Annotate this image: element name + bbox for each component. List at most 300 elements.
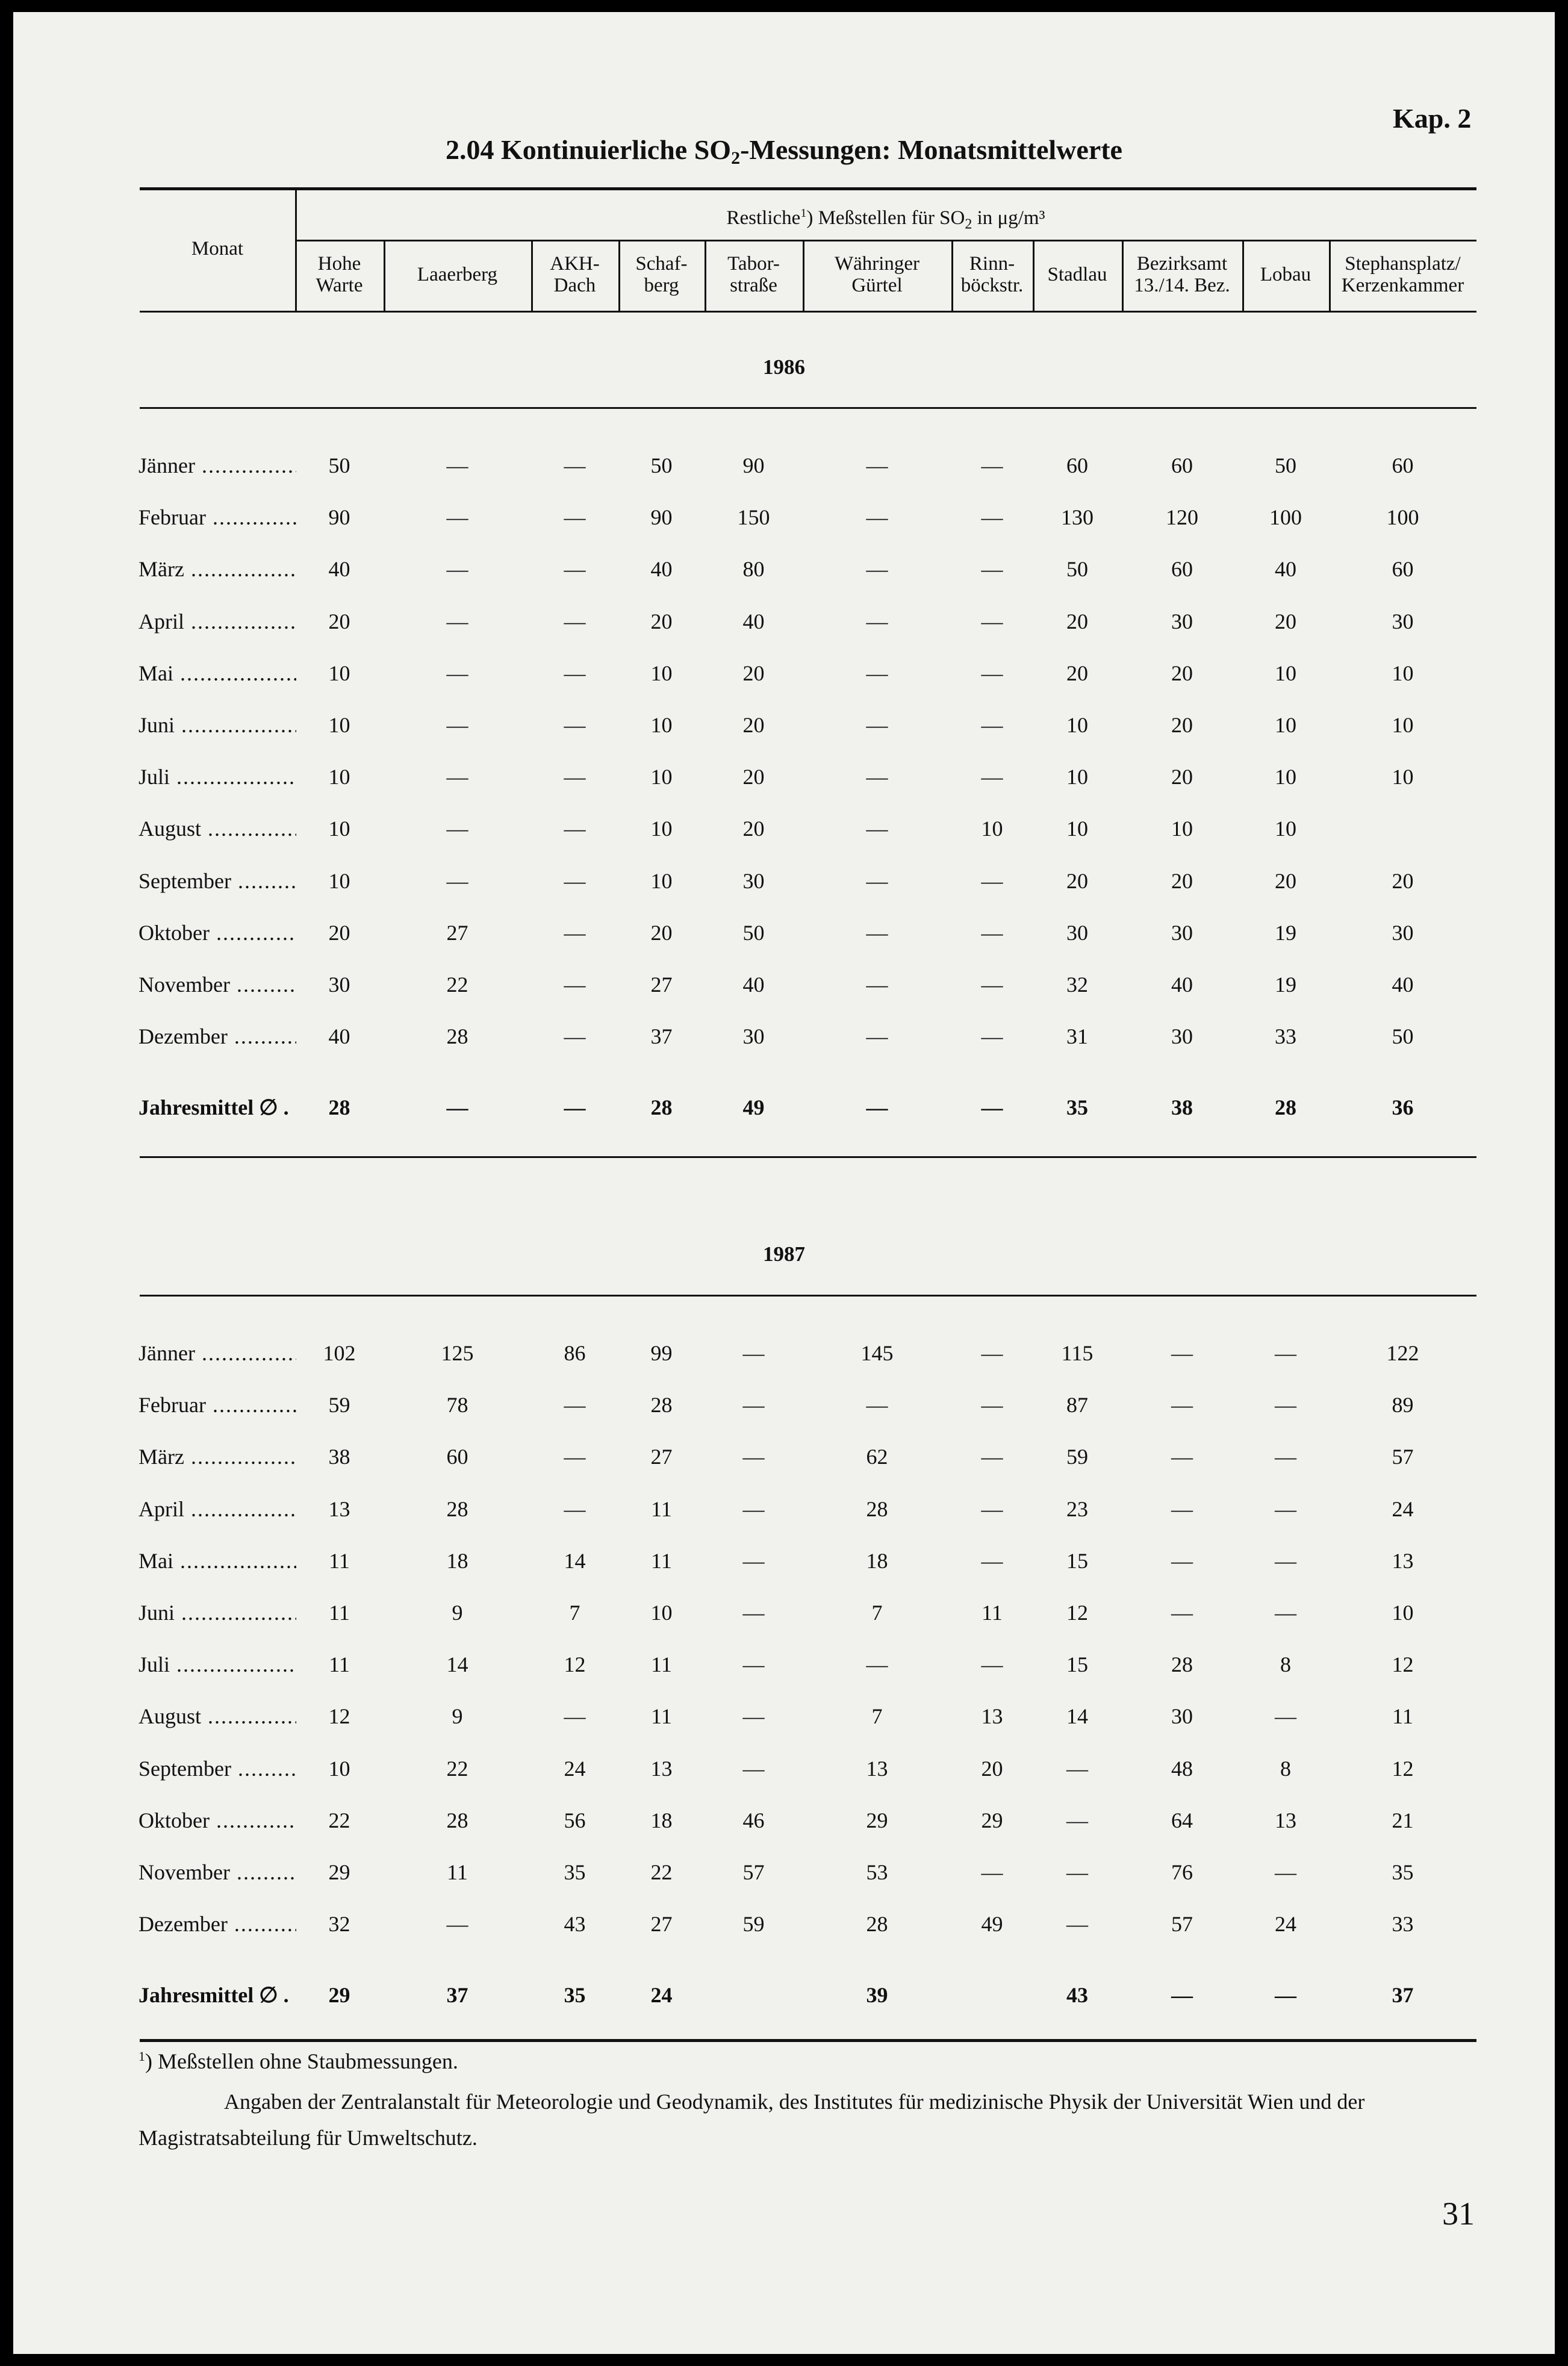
table-cell: 115 (1061, 1341, 1094, 1365)
group-header-text-c: in μg/m³ (972, 207, 1045, 229)
table-cell: 35 (1392, 1860, 1414, 1884)
month-label: September ..... (138, 1756, 296, 1781)
table-cell: 29 (866, 1808, 888, 1832)
table-cell: — (1171, 1341, 1193, 1365)
chapter-label: Kap. 2 (1393, 103, 1472, 134)
table-cell: 20 (742, 661, 765, 685)
table-cell: 60 (1392, 453, 1414, 478)
table-cell: 13 (1392, 1549, 1414, 1573)
table-cell: 28 (328, 1095, 350, 1119)
table-cell: — (564, 1445, 586, 1469)
table-cell: 10 (328, 765, 350, 789)
table-cell: — (446, 1095, 468, 1119)
table-row (0, 1911, 1568, 1935)
annual-mean-row (0, 1982, 1568, 2006)
table-cell: 23 (1066, 1497, 1088, 1521)
table-cell: — (866, 453, 888, 478)
table-cell: 40 (1275, 557, 1296, 581)
table-cell: 90 (650, 505, 673, 529)
table-cell: — (981, 1341, 1003, 1365)
table-cell: — (981, 557, 1003, 581)
source-note: Angaben der Zentralanstalt für Meteorologie und Geodynamik, des Institutes für medizinische Physik der Universität Wien und der Magistratsabteilung für Umweltschutz. (138, 2090, 1365, 2150)
table-row (0, 1600, 1568, 1624)
table-cell: — (981, 713, 1003, 737)
table-cell: 10 (328, 869, 350, 893)
table-cell: 13 (1275, 1808, 1296, 1832)
table-cell: 31 (1066, 1024, 1088, 1048)
table-cell: 30 (742, 1024, 765, 1048)
table-cell: 24 (650, 1983, 673, 2007)
table-cell: — (564, 1095, 586, 1119)
table-cell: 78 (446, 1393, 468, 1417)
header-bottom-rule (140, 311, 1476, 313)
table-row (0, 1444, 1568, 1468)
table-cell: — (742, 1445, 765, 1469)
table-cell: 10 (650, 713, 673, 737)
group-header-subscript: 2 (965, 216, 972, 232)
station-header (951, 253, 1033, 296)
table-cell: — (564, 921, 586, 945)
table-cell: 60 (446, 1445, 468, 1469)
table-cell: 10 (1066, 765, 1088, 789)
table-cell: 29 (328, 1983, 350, 2007)
table-cell: — (446, 765, 468, 789)
table-row (0, 505, 1568, 529)
table-cell: 87 (1066, 1393, 1088, 1417)
station-header (531, 253, 618, 296)
table-cell: 20 (1066, 869, 1088, 893)
table-cell: — (866, 921, 888, 945)
table-cell: 22 (328, 1808, 350, 1832)
table-cell: 130 (1061, 505, 1094, 529)
table-cell: 27 (650, 973, 673, 997)
year-heading: 1986 (763, 355, 805, 379)
table-cell: 37 (650, 1024, 673, 1048)
table-cell: — (981, 1393, 1003, 1417)
table-cell: — (866, 869, 888, 893)
table-cell: 20 (981, 1757, 1003, 1781)
table-cell: — (981, 1652, 1003, 1676)
table-cell: 14 (1066, 1704, 1088, 1728)
station-header-line: Stadlau (1047, 264, 1107, 285)
table-cell: 50 (1392, 1024, 1414, 1048)
table-cell: 24 (1392, 1497, 1414, 1521)
station-header (705, 253, 803, 296)
month-label: Juni ..... (138, 1600, 296, 1625)
table-cell: 122 (1386, 1341, 1419, 1365)
table-cell: — (446, 505, 468, 529)
table-cell: 11 (329, 1549, 350, 1573)
table-cell: 40 (742, 973, 765, 997)
table-cell: — (1171, 1445, 1193, 1469)
table-cell: 37 (446, 1983, 468, 2007)
table-cell: 28 (866, 1912, 888, 1936)
table-cell: 53 (866, 1860, 888, 1884)
table-cell: 120 (1166, 505, 1198, 529)
table-row (0, 816, 1568, 840)
month-label: Mai ..... (138, 1548, 296, 1574)
table-cell: — (981, 1549, 1003, 1573)
table-top-rule (140, 187, 1476, 190)
table-cell: 86 (564, 1341, 586, 1365)
station-header-line: Tabor- (727, 253, 780, 275)
table-cell: 49 (981, 1912, 1003, 1936)
group-header-text-b: ) Meßstellen für SO (806, 207, 965, 229)
group-header-text-a: Restliche (726, 207, 801, 229)
station-header (295, 253, 384, 296)
table-cell: 43 (564, 1912, 586, 1936)
table-cell: 49 (742, 1095, 765, 1119)
month-label: Jänner ..... (138, 1340, 296, 1366)
table-cell: — (1066, 1808, 1088, 1832)
table-row (0, 972, 1568, 996)
month-label: November ..... (138, 1860, 296, 1885)
table-cell: 40 (742, 609, 765, 634)
table-cell: — (1171, 1393, 1193, 1417)
station-header (1033, 264, 1122, 285)
table-cell: 28 (866, 1497, 888, 1521)
table-cell: 11 (651, 1704, 672, 1728)
table-cell: 10 (650, 765, 673, 789)
table-cell: — (981, 1095, 1003, 1119)
table-cell: — (564, 505, 586, 529)
station-header-line: Laaerberg (417, 264, 498, 285)
table-cell: 57 (1392, 1445, 1414, 1469)
table-row (0, 1548, 1568, 1572)
station-header-line: Hohe (317, 253, 361, 275)
table-cell: 20 (650, 921, 673, 945)
table-cell: 40 (328, 1024, 350, 1048)
table-cell: 43 (1066, 1983, 1088, 2007)
table-cell: 20 (1066, 609, 1088, 634)
table-cell: 60 (1171, 557, 1193, 581)
table-cell: 27 (650, 1912, 673, 1936)
table-cell: 40 (328, 557, 350, 581)
table-cell: 57 (1171, 1912, 1193, 1936)
table-cell: 22 (650, 1860, 673, 1884)
table-cell: — (1171, 1549, 1193, 1573)
table-cell: 60 (1066, 453, 1088, 478)
station-header-line: Gürtel (851, 275, 903, 296)
table-cell: — (742, 1652, 765, 1676)
table-cell: 33 (1275, 1024, 1296, 1048)
table-cell: — (1171, 1983, 1193, 2007)
table-cell: — (1275, 1497, 1296, 1521)
table-cell: 40 (650, 557, 673, 581)
station-header-line: Stephansplatz/ (1345, 253, 1461, 275)
table-cell: 10 (1392, 661, 1414, 685)
table-row (0, 1860, 1568, 1884)
table-cell: 10 (1275, 817, 1296, 841)
table-row (0, 1756, 1568, 1780)
table-cell: 30 (1392, 609, 1414, 634)
table-cell: — (981, 1497, 1003, 1521)
month-label: Oktober ..... (138, 920, 296, 945)
table-cell: — (866, 1393, 888, 1417)
month-label: September ..... (138, 868, 296, 894)
table-cell: — (981, 505, 1003, 529)
table-cell: — (1275, 1860, 1296, 1884)
table-row (0, 1024, 1568, 1048)
section-rule (140, 407, 1476, 409)
table-cell: 38 (328, 1445, 350, 1469)
table-cell: — (564, 1704, 586, 1728)
table-cell: 20 (742, 765, 765, 789)
table-cell: 10 (328, 661, 350, 685)
table-cell: 22 (446, 973, 468, 997)
station-header-line: berg (644, 275, 679, 296)
table-cell: 60 (1171, 453, 1193, 478)
page-title (0, 134, 1568, 169)
month-label: Jänner ..... (138, 453, 296, 478)
table-cell: — (866, 765, 888, 789)
table-cell: — (1066, 1912, 1088, 1936)
table-cell: 12 (1392, 1757, 1414, 1781)
table-cell: 40 (1171, 973, 1193, 997)
table-cell: 18 (446, 1549, 468, 1573)
table-cell: 102 (323, 1341, 356, 1365)
table-cell: — (1275, 1445, 1296, 1469)
table-row (0, 764, 1568, 788)
table-cell: 39 (866, 1983, 888, 2007)
table-cell: 100 (1386, 505, 1419, 529)
table-cell: 10 (328, 1757, 350, 1781)
table-cell: 20 (742, 713, 765, 737)
table-cell: 10 (328, 817, 350, 841)
table-cell: 35 (1066, 1095, 1088, 1119)
table-cell: 20 (1392, 869, 1414, 893)
table-cell: 11 (651, 1497, 672, 1521)
month-label: Februar ..... (138, 1392, 296, 1418)
table-cell: 62 (866, 1445, 888, 1469)
table-cell: 48 (1171, 1757, 1193, 1781)
table-cell: 56 (564, 1808, 586, 1832)
table-cell: 40 (1392, 973, 1414, 997)
table-cell: 50 (1066, 557, 1088, 581)
station-header-line: Währinger (834, 253, 920, 275)
table-cell: 35 (564, 1860, 586, 1884)
station-header (1329, 253, 1476, 296)
table-cell: 20 (742, 817, 765, 841)
station-header-line: 13./14. Bez. (1134, 275, 1230, 296)
month-label: Dezember ..... (138, 1024, 296, 1049)
table-cell: 12 (1392, 1652, 1414, 1676)
table-cell: 10 (1171, 817, 1193, 841)
month-label: Februar ..... (138, 505, 296, 530)
section-end-rule (140, 1156, 1476, 1158)
table-cell: — (866, 557, 888, 581)
table-cell: 80 (742, 557, 765, 581)
table-row (0, 920, 1568, 944)
station-header-line: Schaf- (635, 253, 688, 275)
table-cell: — (1275, 1341, 1296, 1365)
table-cell: 57 (742, 1860, 765, 1884)
group-header-rule (295, 240, 1476, 241)
table-cell: 59 (328, 1393, 350, 1417)
table-cell: — (866, 1024, 888, 1048)
table-cell: 32 (328, 1912, 350, 1936)
column-header-monat: Monat (191, 238, 244, 260)
month-label: August ..... (138, 816, 296, 841)
table-cell: 30 (1392, 921, 1414, 945)
table-cell: — (1275, 1393, 1296, 1417)
table-cell: — (981, 453, 1003, 478)
table-cell: 12 (328, 1704, 350, 1728)
title-prefix: 2.04 Kontinuierliche SO (446, 134, 732, 165)
month-label: Juli ..... (138, 1652, 296, 1677)
station-header (1242, 264, 1329, 285)
station-header (1122, 253, 1242, 296)
table-cell: — (446, 869, 468, 893)
table-cell: 20 (1171, 661, 1193, 685)
table-row (0, 868, 1568, 892)
table-cell: 10 (1066, 713, 1088, 737)
table-cell: 20 (1275, 869, 1296, 893)
table-cell: — (866, 1095, 888, 1119)
table-cell: — (866, 661, 888, 685)
table-bottom-rule (140, 2039, 1476, 2042)
table-cell: — (981, 869, 1003, 893)
table-cell: 10 (1275, 765, 1296, 789)
table-cell: — (742, 1704, 765, 1728)
table-cell: 13 (650, 1757, 673, 1781)
table-cell: — (742, 1601, 765, 1625)
title-suffix: -Messungen: Monatsmittelwerte (740, 134, 1122, 165)
table-cell: — (564, 817, 586, 841)
table-cell: 28 (650, 1095, 673, 1119)
table-cell: 10 (328, 713, 350, 737)
table-cell: — (564, 765, 586, 789)
month-label: April ..... (138, 1496, 296, 1522)
table-cell: 18 (650, 1808, 673, 1832)
table-cell: 76 (1171, 1860, 1193, 1884)
table-cell: — (564, 713, 586, 737)
annual-mean-row (0, 1095, 1568, 1119)
table-cell: — (981, 661, 1003, 685)
table-cell: — (1275, 1704, 1296, 1728)
table-cell: 12 (564, 1652, 586, 1676)
month-label: März ..... (138, 556, 296, 582)
table-cell: 30 (1171, 1704, 1193, 1728)
table-cell: — (564, 1393, 586, 1417)
footnote-1 (138, 2049, 458, 2074)
table-cell: — (1275, 1601, 1296, 1625)
annual-mean-label: Jahresmittel ∅ . (138, 1983, 289, 2007)
table-row (0, 1340, 1568, 1365)
table-cell: 29 (981, 1808, 1003, 1832)
table-row (0, 1496, 1568, 1521)
table-cell: — (742, 1393, 765, 1417)
title-subscript: 2 (731, 148, 741, 168)
table-cell: 13 (328, 1497, 350, 1521)
table-cell: 9 (452, 1704, 463, 1728)
table-cell: 30 (1171, 1024, 1193, 1048)
table-row (0, 1392, 1568, 1416)
table-cell: — (1066, 1757, 1088, 1781)
table-cell: — (564, 453, 586, 478)
table-cell: — (564, 557, 586, 581)
table-cell: 89 (1392, 1393, 1414, 1417)
table-cell: 99 (650, 1341, 673, 1365)
station-header (618, 253, 705, 296)
table-cell: 13 (981, 1704, 1003, 1728)
table-cell: 10 (650, 661, 673, 685)
table-cell: 7 (569, 1601, 580, 1625)
table-cell: 15 (1066, 1652, 1088, 1676)
table-cell: 11 (651, 1652, 672, 1676)
station-header-line: Dach (553, 275, 596, 296)
table-cell: 7 (871, 1601, 883, 1625)
table-cell: 7 (871, 1704, 883, 1728)
station-header-line: Kerzenkammer (1341, 275, 1464, 296)
station-header-line: Lobau (1260, 264, 1311, 285)
table-cell: 38 (1171, 1095, 1193, 1119)
table-cell: 60 (1392, 557, 1414, 581)
table-cell: — (564, 1024, 586, 1048)
table-cell: 19 (1275, 921, 1296, 945)
station-header-line: böckstr. (960, 275, 1024, 296)
table-cell: 32 (1066, 973, 1088, 997)
table-cell: 20 (1171, 765, 1193, 789)
table-cell: 24 (564, 1757, 586, 1781)
table-cell: 20 (1066, 661, 1088, 685)
table-cell: — (564, 973, 586, 997)
table-cell: — (446, 453, 468, 478)
table-row (0, 1808, 1568, 1832)
table-cell: 46 (742, 1808, 765, 1832)
table-cell: — (564, 1497, 586, 1521)
table-cell: — (564, 609, 586, 634)
table-cell: 35 (564, 1983, 586, 2007)
table-cell: 145 (860, 1341, 894, 1365)
table-row (0, 453, 1568, 477)
table-cell: 13 (866, 1757, 888, 1781)
month-label: Oktober ..... (138, 1808, 296, 1833)
table-cell: — (742, 1757, 765, 1781)
table-cell: 15 (1066, 1549, 1088, 1573)
table-cell: — (742, 1497, 765, 1521)
table-cell: 50 (742, 921, 765, 945)
table-cell: 90 (742, 453, 765, 478)
table-cell: 30 (1171, 609, 1193, 634)
table-cell: 125 (441, 1341, 474, 1365)
station-header (384, 264, 531, 285)
table-cell: — (446, 1912, 468, 1936)
table-cell: — (866, 1652, 888, 1676)
table-row (0, 1652, 1568, 1676)
month-label: Mai ..... (138, 661, 296, 686)
table-row (0, 661, 1568, 685)
year-heading: 1987 (763, 1242, 805, 1266)
table-cell: 11 (329, 1652, 350, 1676)
table-cell: 21 (1392, 1808, 1414, 1832)
column-group-header (295, 202, 1476, 235)
table-row (0, 712, 1568, 736)
table-cell: 12 (1066, 1601, 1088, 1625)
table-cell: 59 (1066, 1445, 1088, 1469)
table-cell: 14 (446, 1652, 468, 1676)
table-cell: 64 (1171, 1808, 1193, 1832)
table-cell: 50 (1275, 453, 1296, 478)
table-cell: 10 (650, 869, 673, 893)
table-cell: — (446, 661, 468, 685)
table-cell: 28 (446, 1024, 468, 1048)
table-cell: 30 (1066, 921, 1088, 945)
table-cell: — (1171, 1601, 1193, 1625)
table-cell: 9 (452, 1601, 463, 1625)
table-cell: — (866, 817, 888, 841)
table-cell: — (981, 765, 1003, 789)
